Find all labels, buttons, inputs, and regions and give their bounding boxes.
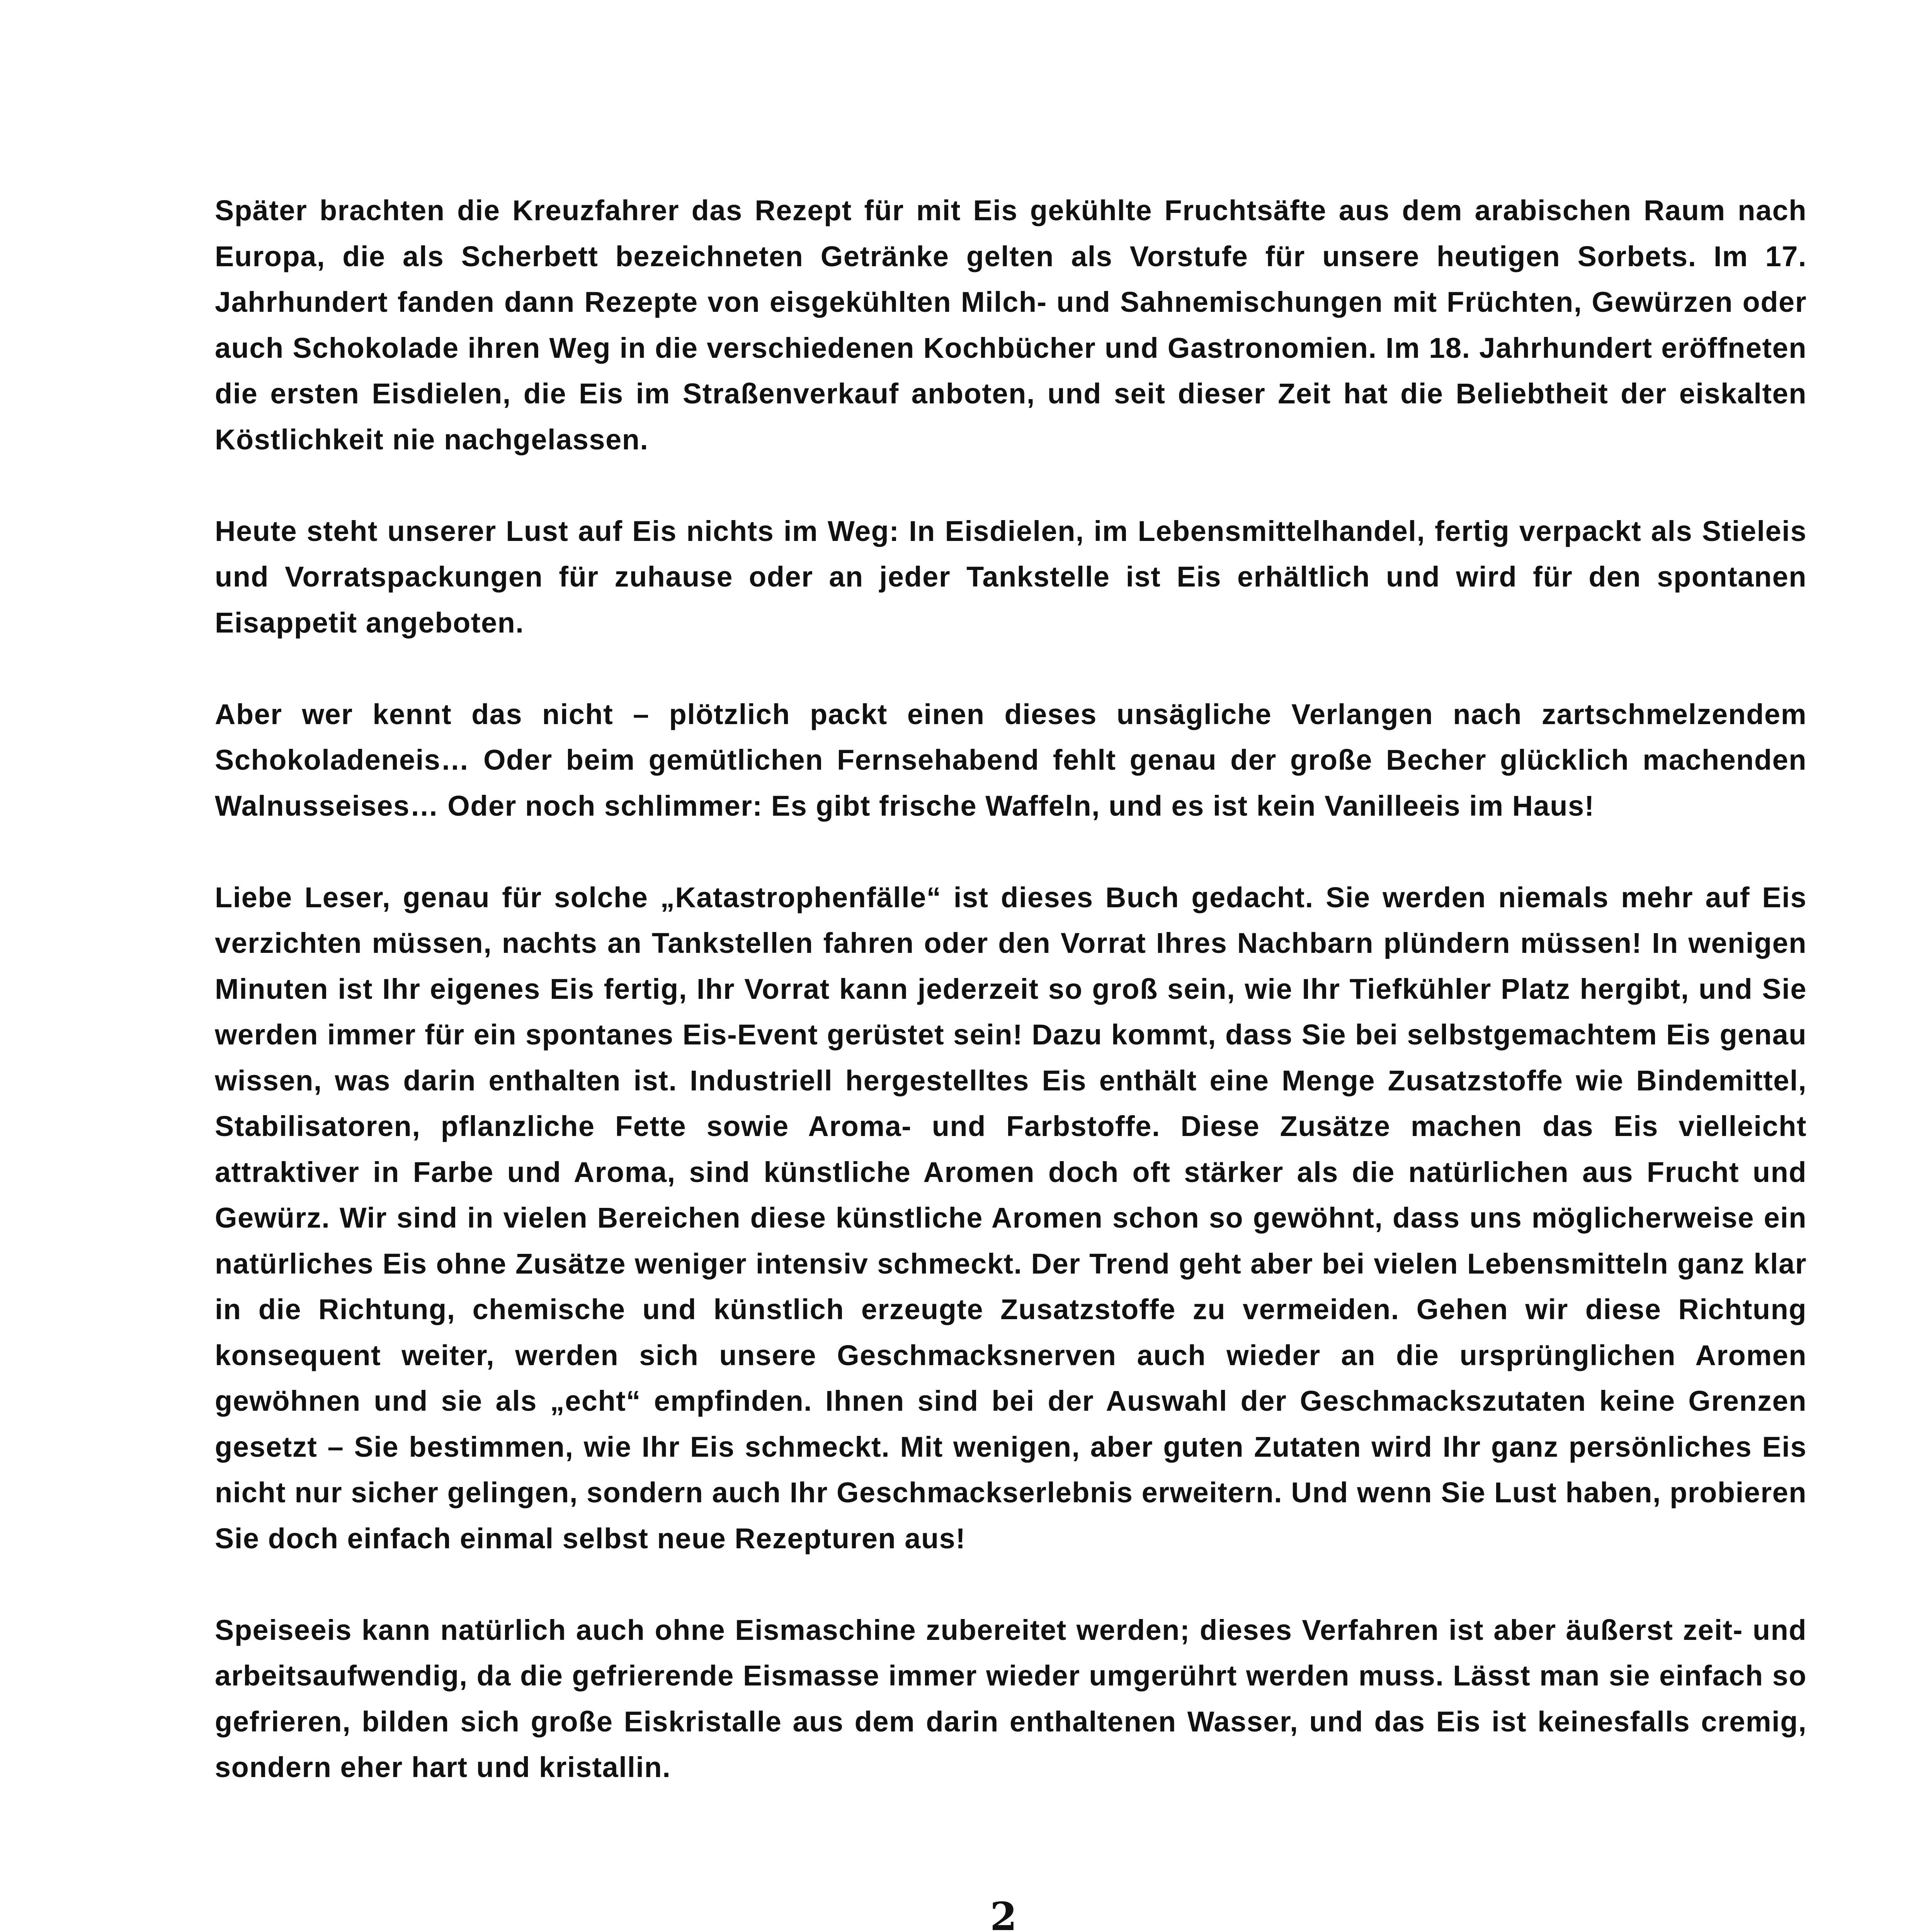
paragraph-ice-machine: Speiseeis kann natürlich auch ohne Eismaschine zubereitet werden; dieses Verfahren ist aber äußerst zeit- und arbeitsaufwendig, da die gefrierende Eismasse immer wieder umgerührt werden muss. Lässt man sie einfach so gefrieren, bilden sich große Eiskristalle aus dem darin enthaltenen Wasser, und das Eis ist keinesfalls cremig, sondern eher hart und kristallin. [215, 1614, 1807, 1783]
paragraph-today: Heute steht unserer Lust auf Eis nichts im Weg: In Eisdielen, im Lebensmittelhandel, fertig verpackt als Stieleis und Vorratspackungen für zuhause oder an jeder Tankstelle ist Eis erhältlich und wird für den spontanen Eisappetit angeboten. [215, 515, 1807, 639]
body-text [215, 188, 1807, 1791]
page-number: 2 [990, 1894, 1017, 1932]
paragraph-book-purpose: Liebe Leser, genau für solche „Katastrophenfälle“ ist dieses Buch gedacht. Sie werden niemals mehr auf Eis verzichten müssen, nachts an Tankstellen fahren oder den Vorrat Ihres Nachbarn plündern müssen! In wenigen Minuten ist Ihr eigenes Eis fertig, Ihr Vorrat kann jederzeit so groß sein, wie Ihr Tiefkühler Platz hergibt, und Sie werden immer für ein spontanes Eis-Event gerüstet sein! Dazu kommt, dass Sie bei selbstgemachtem Eis genau wissen, was darin enthalten ist. Industriell hergestelltes Eis enthält eine Menge Zusatzstoffe wie Bindemittel, Stabilisatoren, pflanzliche Fette sowie Aroma- und Farbstoffe. Diese Zusätze machen das Eis vielleicht attraktiver in Farbe und Aroma, sind künstliche Aromen doch oft stärker als die natürlichen aus Frucht und Gewürz. Wir sind in vielen Bereichen diese künstliche Aromen schon so gewöhnt, dass uns möglicherweise ein natürliches Eis ohne Zusätze weniger intensiv schmeckt. Der Trend geht aber bei vielen Lebensmitteln ganz klar in die Richtung, chemische und künstlich erzeugte Zusatzstoffe zu vermeiden. Gehen wir diese Richtung konsequent weiter, werden sich unsere Geschmacksnerven auch wieder an die ursprünglichen Aromen gewöhnen und sie als „echt“ empfinden. Ihnen sind bei der Auswahl der Geschmackszutaten keine Grenzen gesetzt – Sie bestimmen, wie Ihr Eis schmeckt. Mit wenigen, aber guten Zutaten wird Ihr ganz persönliches Eis nicht nur sicher gelingen, sondern auch Ihr Geschmackserlebnis erweitern. Und wenn Sie Lust haben, probieren Sie doch einfach einmal selbst neue Rezepturen aus! [215, 881, 1807, 1554]
paragraph-cravings: Aber wer kennt das nicht – plötzlich packt einen dieses unsägliche Verlangen nach zartschmelzendem Schokoladeneis… Oder beim gemütlichen Fernsehabend fehlt genau der große Becher glücklich machenden Walnusseises… Oder noch schlimmer: Es gibt frische Waffeln, und es ist kein Vanilleeis im Haus! [215, 698, 1807, 822]
paragraph-history: Später brachten die Kreuzfahrer das Rezept für mit Eis gekühlte Fruchtsäfte aus dem arabischen Raum nach Europa, die als Scherbett bezeichneten Getränke gelten als Vorstufe für unsere heutigen Sorbets. Im 17. Jahrhundert fanden dann Rezepte von eisgekühlten Milch- und Sahnemischungen mit Früchten, Gewürzen oder auch Schokolade ihren Weg in die verschiedenen Kochbücher und Gastronomien. Im 18. Jahrhundert eröffneten die ersten Eisdielen, die Eis im Straßenverkauf anboten, und seit dieser Zeit hat die Beliebtheit der eiskalten Köstlichkeit nie nachgelassen. [215, 194, 1807, 456]
